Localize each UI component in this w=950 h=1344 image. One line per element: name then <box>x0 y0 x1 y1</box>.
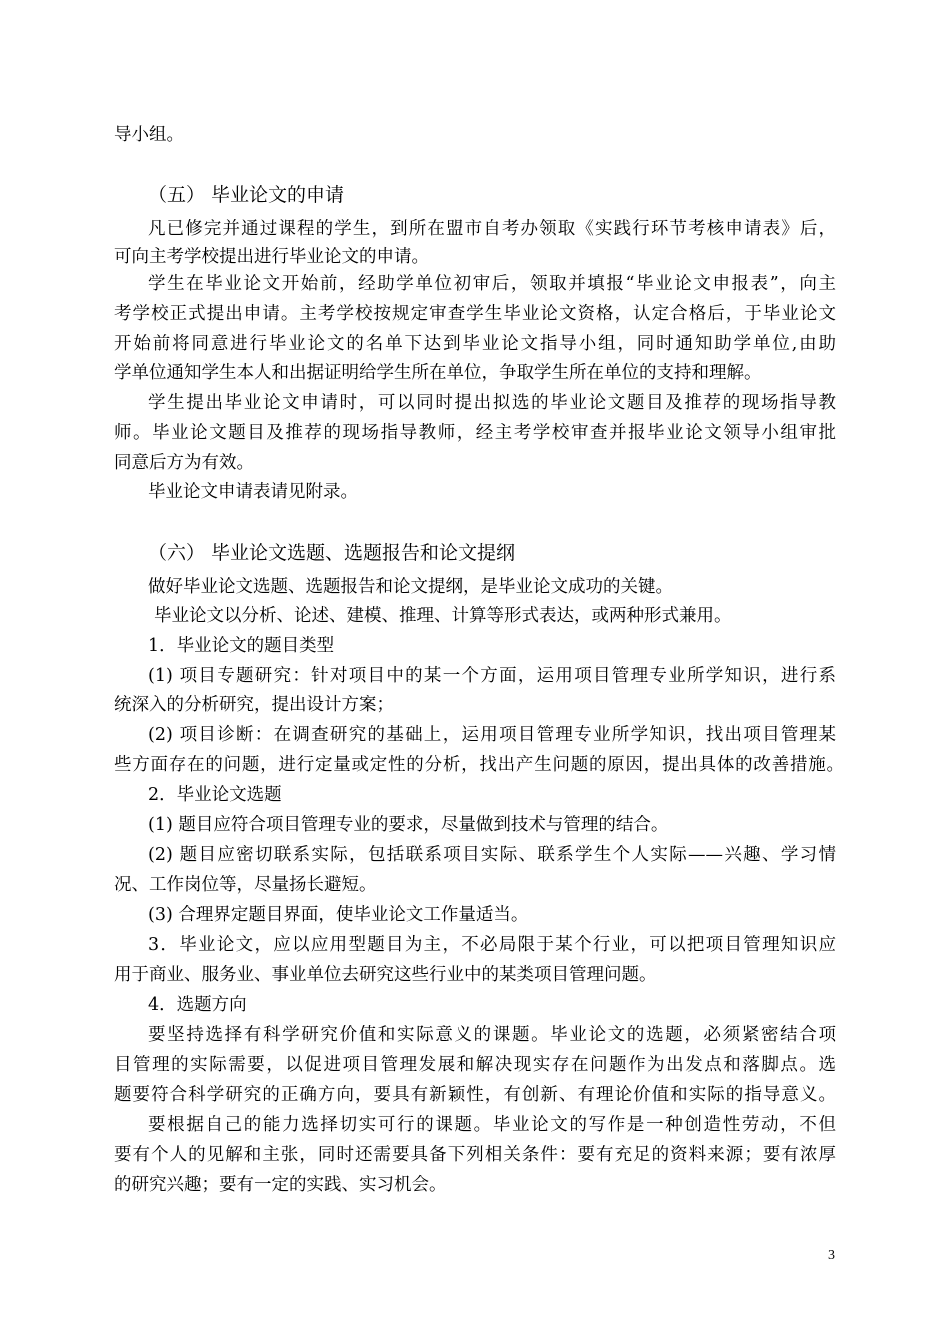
paragraph-line: 要根据自己的能力选择切实可行的课题。毕业论文的写作是一种创造性劳动，不但 <box>148 1115 836 1135</box>
paragraph-line: 目管理的实际需要，以促进项目管理发展和解决现实存在问题作为出发点和落脚点。选 <box>114 1055 836 1075</box>
paragraph-line: (3) 合理界定题目界面，使毕业论文工作量适当。 <box>148 905 529 925</box>
list-heading: 1．毕业论文的题目类型 <box>148 636 335 656</box>
paragraph-line: (2) 题目应密切联系实际，包括联系项目实际、联系学生个人实际——兴趣、学习情 <box>148 845 836 865</box>
paragraph-line: 的研究兴趣；要有一定的实践、实习机会。 <box>114 1175 447 1195</box>
paragraph-line: 做好毕业论文选题、选题报告和论文提纲，是毕业论文成功的关键。 <box>148 577 673 597</box>
paragraph-line: 用于商业、服务业、事业单位去研究这些行业中的某类项目管理问题。 <box>114 965 657 985</box>
section-heading-6: （六） 毕业论文选题、选题报告和论文提纲 <box>148 542 516 564</box>
paragraph-line: 学单位通知学生本人和出据证明给学生所在单位，争取学生所在单位的支持和理解。 <box>114 363 762 383</box>
paragraph-line: 考学校正式提出申请。主考学校按规定审查学生毕业论文资格，认定合格后，于毕业论文 <box>114 304 836 324</box>
paragraph-line: 同意后方为有效。 <box>114 453 254 473</box>
paragraph-line: 3．毕业论文，应以应用型题目为主，不必局限于某个行业，可以把项目管理知识应 <box>148 935 836 955</box>
list-heading: 4．选题方向 <box>148 995 247 1015</box>
paragraph-line: 题要符合科学研究的正确方向，要具有新颖性，有创新、有理论价值和实际的指导意义。 <box>114 1085 836 1105</box>
paragraph-line: 凡已修完并通过课程的学生，到所在盟市自考办领取《实践行环节考核申请表》后， <box>148 219 836 239</box>
paragraph-line: 学生在毕业论文开始前，经助学单位初审后，领取并填报“毕业论文申报表”，向主 <box>148 274 836 294</box>
paragraph-line: 导小组。 <box>114 125 184 145</box>
paragraph-line: (2) 项目诊断：在调查研究的基础上，运用项目管理专业所学知识，找出项目管理某 <box>148 725 836 745</box>
paragraph-line: 况、工作岗位等，尽量扬长避短。 <box>114 875 377 895</box>
paragraph-line: (1) 项目专题研究：针对项目中的某一个方面，运用项目管理专业所学知识，进行系 <box>148 666 836 686</box>
paragraph-line: 开始前将同意进行毕业论文的名单下达到毕业论文指导小组，同时通知助学单位,由助 <box>114 334 836 354</box>
list-heading: 2．毕业论文选题 <box>148 785 282 805</box>
paragraph-line: 些方面存在的问题，进行定量或定性的分析，找出产生问题的原因，提出具体的改善措施。 <box>114 755 844 775</box>
paragraph-line: 学生提出毕业论文申请时，可以同时提出拟选的毕业论文题目及推荐的现场指导教 <box>148 393 836 413</box>
page-number: 3 <box>828 1248 835 1263</box>
paragraph-line: 毕业论文以分析、论述、建模、推理、计算等形式表达，或两种形式兼用。 <box>154 606 732 626</box>
paragraph-line: 要坚持选择有科学研究价值和实际意义的课题。毕业论文的选题，必须紧密结合项 <box>148 1025 836 1045</box>
paragraph-line: (1) 题目应符合项目管理专业的要求，尽量做到技术与管理的结合。 <box>148 815 669 835</box>
paragraph-line: 可向主考学校提出进行毕业论文的申请。 <box>114 247 429 267</box>
paragraph-line: 要有个人的见解和主张，同时还需要具备下列相关条件：要有充足的资料来源；要有浓厚 <box>114 1145 836 1165</box>
paragraph-line: 统深入的分析研究，提出设计方案； <box>114 695 394 715</box>
section-heading-5: （五） 毕业论文的申请 <box>148 184 345 206</box>
paragraph-line: 毕业论文申请表请见附录。 <box>148 482 358 502</box>
paragraph-line: 师。毕业论文题目及推荐的现场指导教师，经主考学校审查并报毕业论文领导小组审批 <box>114 423 836 443</box>
